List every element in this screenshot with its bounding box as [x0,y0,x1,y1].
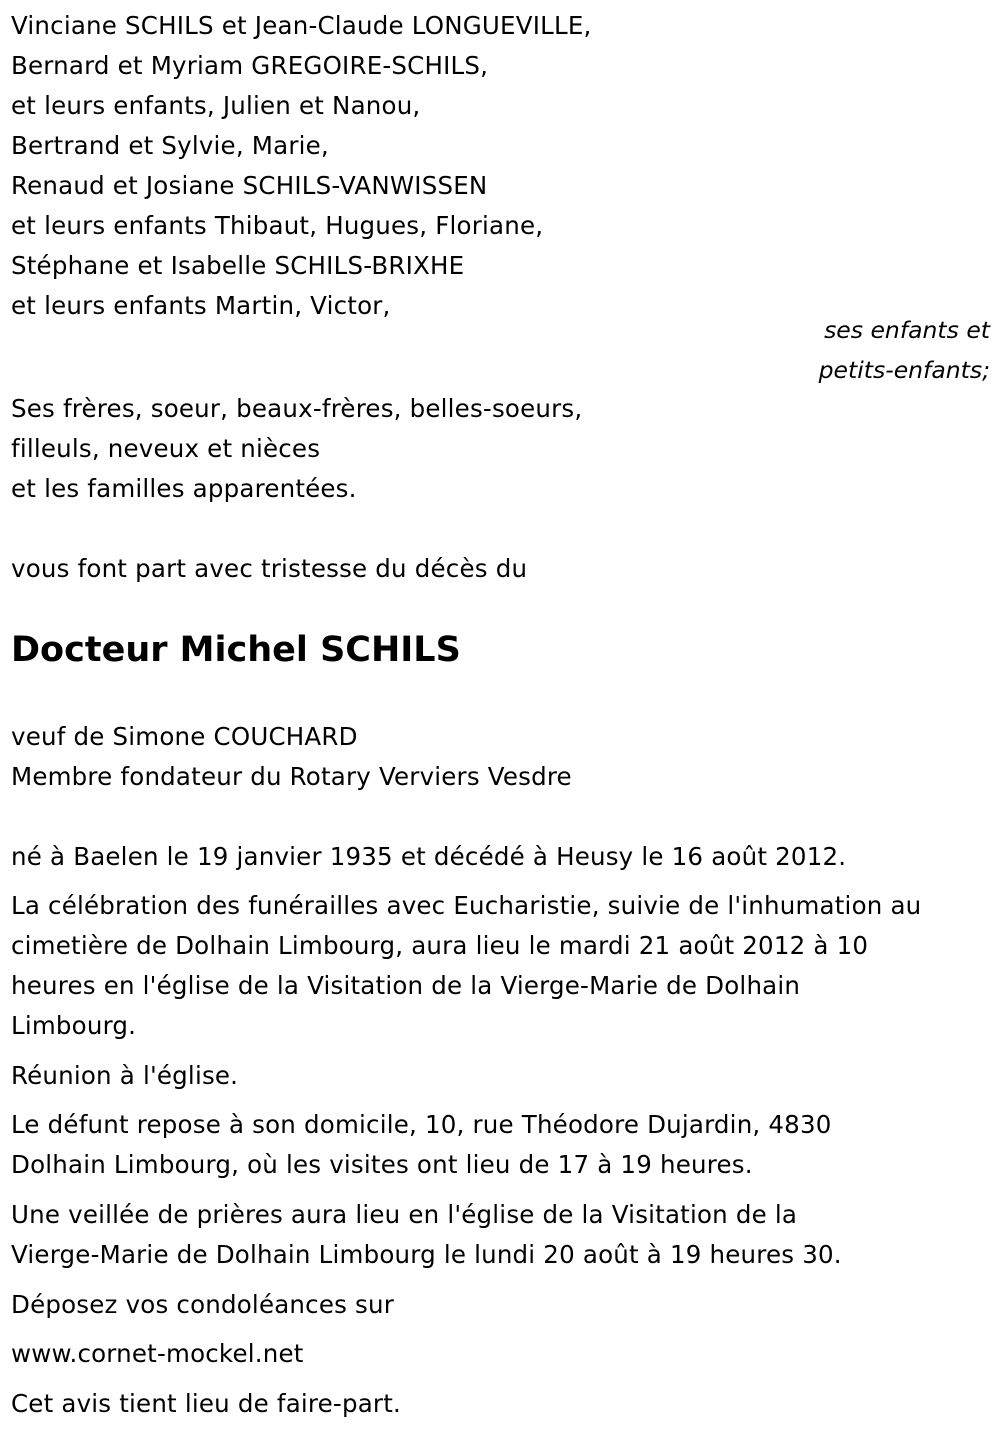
relatives-line: filleuls, neveux et nièces [11,434,321,463]
detail-line: Membre fondateur du Rotary Verviers Vesdre [11,762,572,791]
announcement-text: vous font part avec tristesse du décès du [11,554,528,583]
family-line: Bernard et Myriam GREGOIRE-SCHILS, [11,51,489,80]
family-line: et leurs enfants, Julien et Nanou, [11,91,421,120]
vigil-line: Vierge-Marie de Dolhain Limbourg le lundi 20 août à 19 heures 30. [11,1240,842,1269]
vigil-line: Une veillée de prières aura lieu en l'église de la Visitation de la [11,1200,798,1229]
condolences-text: Déposez vos condoléances sur [11,1290,395,1319]
funeral-line: heures en l'église de la Visitation de la Vierge-Marie de Dolhain [11,971,801,1000]
funeral-line: La célébration des funérailles avec Eucharistie, suivie de l'inhumation au [11,891,922,920]
closing-text: Cet avis tient lieu de faire-part. [11,1389,401,1418]
funeral-line: cimetière de Dolhain Limbourg, aura lieu le mardi 21 août 2012 à 10 [11,931,869,960]
family-line: Vinciane SCHILS et Jean-Claude LONGUEVILLE, [11,11,592,40]
family-line: et leurs enfants Thibaut, Hugues, Floriane, [11,211,544,240]
signature-line: petits-enfants; [818,356,990,384]
family-line: Stéphane et Isabelle SCHILS-BRIXHE [11,251,465,280]
birth-death-dates: né à Baelen le 19 janvier 1935 et décédé à Heusy le 16 août 2012. [11,842,847,871]
relatives-line: Ses frères, soeur, beaux-frères, belles-soeurs, [11,394,583,423]
visitation-line: Dolhain Limbourg, où les visites ont lieu de 17 à 19 heures. [11,1150,753,1179]
family-line: et leurs enfants Martin, Victor, [11,291,391,320]
family-line: Bertrand et Sylvie, Marie, [11,131,329,160]
meeting-text: Réunion à l'église. [11,1061,239,1090]
deceased-name: Docteur Michel SCHILS [11,630,461,670]
funeral-line: Limbourg. [11,1011,137,1040]
family-line: Renaud et Josiane SCHILS-VANWISSEN [11,171,488,200]
relatives-line: et les familles apparentées. [11,474,357,503]
website-link[interactable]: www.cornet-mockel.net [11,1339,304,1368]
signature-line: ses enfants et [824,316,990,344]
detail-line: veuf de Simone COUCHARD [11,722,358,751]
visitation-line: Le défunt repose à son domicile, 10, rue Théodore Dujardin, 4830 [11,1110,832,1139]
